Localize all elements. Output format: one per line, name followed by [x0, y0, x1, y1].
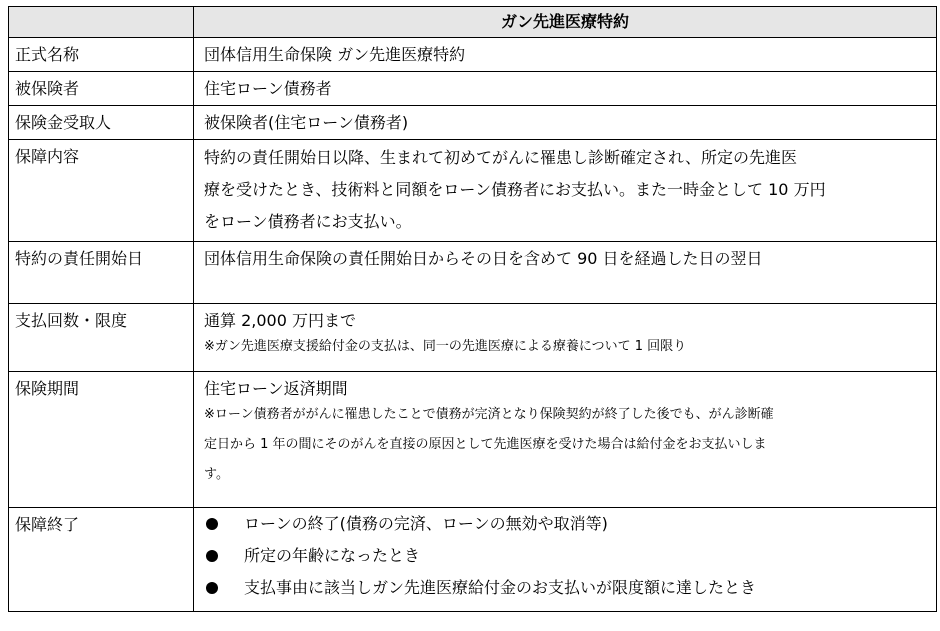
- list-item-text: 支払事由に該当しガン先進医療給付金のお支払いが限度額に達したとき: [244, 578, 757, 597]
- table-row: [9, 38, 937, 72]
- row-value: [194, 508, 937, 612]
- note-line: す。: [204, 467, 229, 482]
- row-value: [194, 38, 937, 72]
- row-value: [194, 372, 937, 508]
- note-line: ※ガン先進医療支援給付金の支払は、同一の先進医療による療養について 1 回限り: [204, 339, 687, 354]
- value-line: 被保険者(住宅ローン債務者): [204, 113, 409, 132]
- list-item: [204, 572, 936, 604]
- row-value: [194, 304, 937, 372]
- list-item: [204, 540, 936, 572]
- value-line: 療を受けたとき、技術料と同額をローン債務者にお支払い。また一時金として 10 万円: [204, 180, 826, 199]
- value-line: 団体信用生命保険 ガン先進医療特約: [204, 45, 466, 64]
- row-label: 保障内容: [9, 140, 194, 242]
- value-line: 団体信用生命保険の責任開始日からその日を含めて 90 日を経過した日の翌日: [204, 249, 763, 268]
- value-line: 通算 2,000 万円まで: [204, 311, 356, 330]
- note-line: 定日から 1 年の間にそのがんを直接の原因として先進医療を受けた場合は給付金をお支払いしま: [204, 437, 767, 452]
- table-row: [9, 140, 937, 242]
- row-value: [194, 106, 937, 140]
- bullet-icon: [206, 550, 218, 562]
- header-title: ガン先進医療特約: [194, 7, 937, 38]
- value-line: 特約の責任開始日以降、生まれて初めてがんに罹患し診断確定され、所定の先進医: [204, 148, 797, 167]
- row-value: [194, 242, 937, 304]
- special-clause-table: [8, 6, 937, 612]
- note-line: ※ローン債務者ががんに罹患したことで債務が完済となり保険契約が終了した後でも、がん診断確: [204, 407, 774, 422]
- row-label: 正式名称: [9, 38, 194, 72]
- value-line: をローン債務者にお支払い。: [204, 212, 412, 231]
- table-row: [9, 304, 937, 372]
- table-row: [9, 372, 937, 508]
- row-label: 保険期間: [9, 372, 194, 508]
- list-item: [204, 508, 936, 540]
- header-row: [9, 7, 937, 38]
- bullet-icon: [206, 582, 218, 594]
- list-item-text: ローンの終了(債務の完済、ローンの無効や取消等): [244, 514, 608, 533]
- row-label: 保障終了: [9, 508, 194, 612]
- table-row: [9, 106, 937, 140]
- table-row: [9, 72, 937, 106]
- coverage-end-list: [204, 508, 936, 604]
- table-row: [9, 242, 937, 304]
- row-value: [194, 72, 937, 106]
- row-label: 支払回数・限度: [9, 304, 194, 372]
- list-item-text: 所定の年齢になったとき: [244, 546, 421, 565]
- row-value: [194, 140, 937, 242]
- value-line: 住宅ローン債務者: [204, 79, 332, 98]
- row-label: 特約の責任開始日: [9, 242, 194, 304]
- value-line: 住宅ローン返済期間: [204, 379, 348, 398]
- table-row: [9, 508, 937, 612]
- row-label: 被保険者: [9, 72, 194, 106]
- bullet-icon: [206, 518, 218, 530]
- row-label: 保険金受取人: [9, 106, 194, 140]
- header-empty-cell: [9, 7, 194, 38]
